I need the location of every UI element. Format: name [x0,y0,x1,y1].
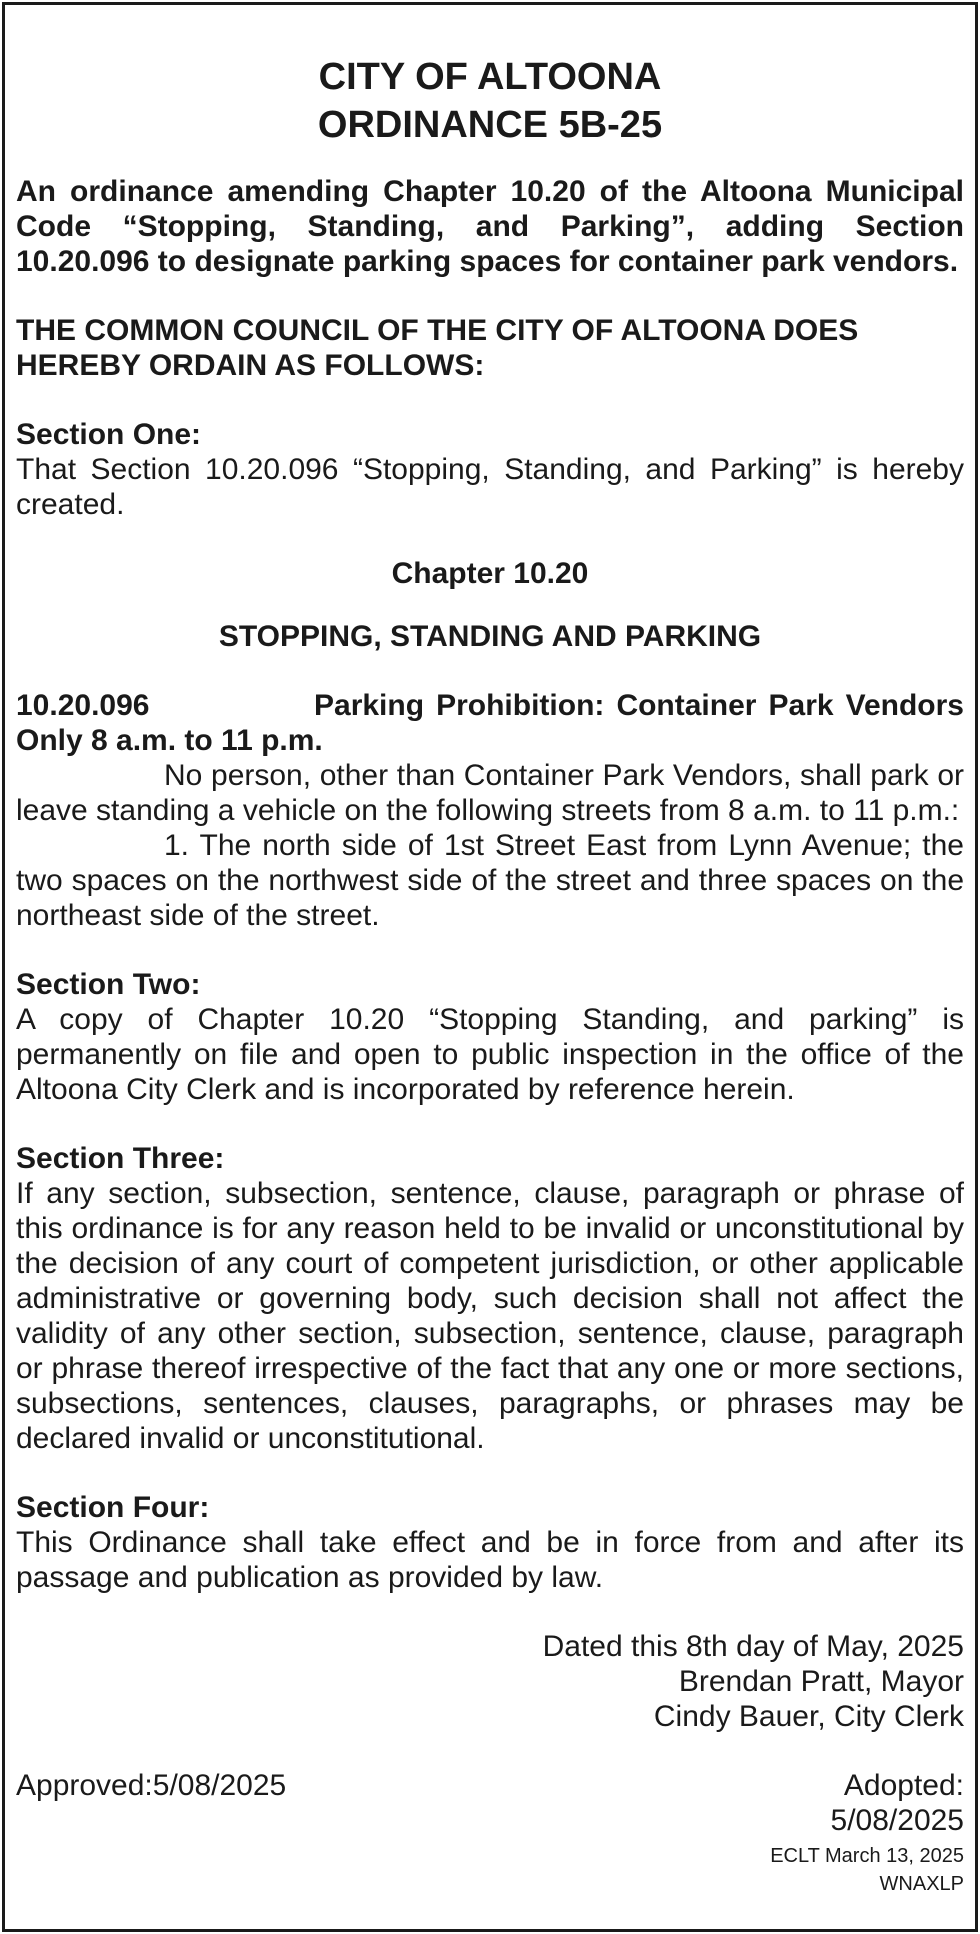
code-paragraph-1: No person, other than Container Park Vendors, shall park or leave standing a vehicle on the following streets from 8 a.m. to 11 p.m.: [16,759,964,827]
clerk-signature: Cindy Bauer, City Clerk [653,1700,964,1733]
adopted-date: 5/08/2025 [830,1804,964,1837]
section-one-heading: Section One: [16,418,202,451]
notice-frame [2,2,978,1932]
dated-line: Dated this 8th day of May, 2025 [542,1630,964,1663]
city-title: CITY OF ALTOONA [318,56,662,98]
approved-date: Approved:5/08/2025 [16,1769,287,1802]
code-section-title: Parking Prohibition: Container Park Vendors Only 8 a.m. to 11 p.m. [16,689,964,757]
dates-row [16,1768,964,1838]
ordinance-summary: An ordinance amending Chapter 10.20 of the Altoona Municipal Code “Stopping, Standing, and Parking”, adding Section 10.20.096 to designate parking spaces for container park vendors. [16,175,964,278]
publication-code: WNAXLP [879,1873,964,1895]
code-paragraph-2: 1. The north side of 1st Street East from Lynn Avenue; the two spaces on the northwest side of the street and three spaces on the northeast side of the street. [16,829,964,932]
publication-info [16,1842,964,1898]
section-four-text: This Ordinance shall take effect and be in force from and after its passage and publication as provided by law. [16,1526,964,1594]
signature-block [16,1629,964,1734]
publication-line: ECLT March 13, 2025 [770,1845,964,1867]
section-one-text: That Section 10.20.096 “Stopping, Standing, and Parking” is hereby created. [16,453,964,521]
section-three-text: If any section, subsection, sentence, clause, paragraph or phrase of this ordinance is for any reason held to be invalid or unconstitutional by the decision of any court of competent jurisdiction, or other applicable administrative or governing body, such decision shall not affect the validity of any other section, subsection, sentence, clause, paragraph or phrase thereof irrespective of the fact that any one or more sections, subsections, sentences, clauses, paragraphs, or phrases may be declared invalid or unconstitutional. [16,1177,964,1455]
section-four-heading: Section Four: [16,1491,210,1524]
notice-content [16,53,964,1898]
section-three-heading: Section Three: [16,1142,225,1175]
ordain-statement: THE COMMON COUNCIL OF THE CITY OF ALTOONA DOES HEREBY ORDAIN AS FOLLOWS: [16,314,859,382]
section-two-text: A copy of Chapter 10.20 “Stopping Standing, and parking” is permanently on file and open to public inspection in the office of the Altoona City Clerk and is incorporated by reference herein. [16,1003,964,1106]
adopted-label: Adopted: [843,1769,964,1802]
ordinance-title: ORDINANCE 5B-25 [317,104,663,146]
code-section-number: 10.20.096 [16,689,150,722]
code-section-heading [16,688,964,758]
section-two-heading: Section Two: [16,968,201,1001]
mayor-signature: Brendan Pratt, Mayor [678,1665,964,1698]
adopted-block [831,1768,964,1838]
chapter-heading: Chapter 10.20 [391,557,589,590]
chapter-subheading: STOPPING, STANDING AND PARKING [218,620,762,653]
